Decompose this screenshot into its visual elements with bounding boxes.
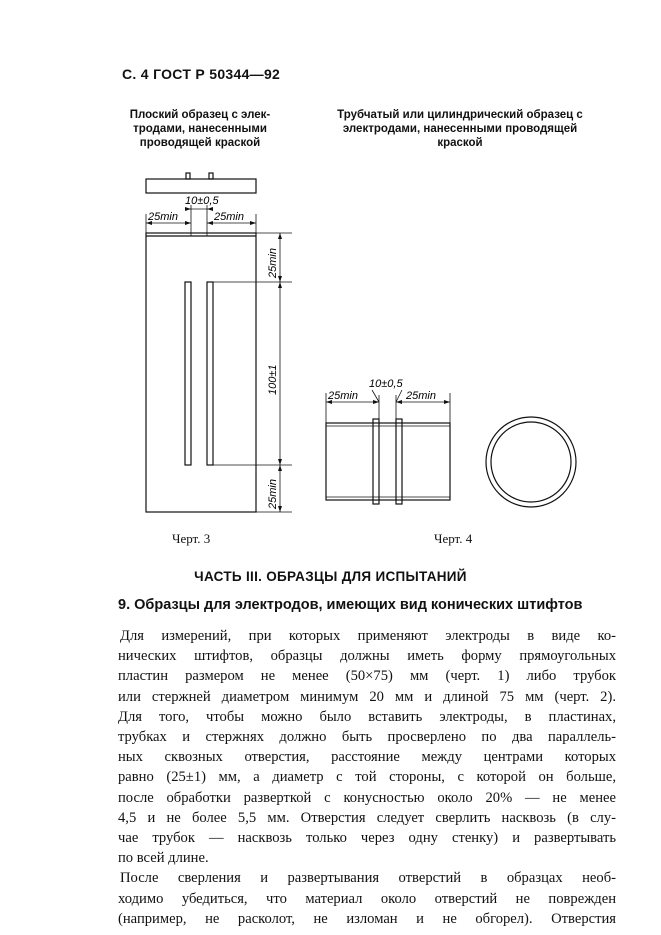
figure3-drawing (146, 173, 292, 512)
fig4-dim-left: 25min (328, 390, 358, 402)
paragraph1-line: трубках и стержнях должно быть просверлено по два параллель- (118, 729, 616, 746)
figure3-caption-line: тродами, нанесенными (133, 123, 267, 135)
fig3-dim-bottom: 25min (267, 479, 279, 509)
page-header: С. 4 ГОСТ Р 50344—92 (122, 66, 281, 82)
figure4-caption-line: краской (437, 137, 483, 149)
fig3-dim-middle: 100±1 (267, 364, 279, 395)
tube-end-outer (486, 417, 576, 507)
fig4-dim-gap: 10±0,5 (369, 378, 403, 390)
paragraph2-line: (например, не расколот, не изломан и не обгорел). Отверстия (118, 910, 616, 927)
paragraph1-line: 4,5 и не более 5,5 мм. Отверстия следует сверлить насквозь (в слу- (118, 809, 616, 826)
paragraph1-line: равно (25±1) мм, а диаметр с той стороны, с которой он больше, (118, 769, 616, 786)
figure4-caption-line: электродами, нанесенными проводящей (342, 123, 578, 135)
figure4-label: Черт. 4 (434, 531, 473, 546)
tube-side-view (326, 423, 450, 500)
part-title: ЧАСТЬ III. ОБРАЗЦЫ ДЛЯ ИСПЫТАНИЙ (194, 569, 467, 584)
plate-front-view (146, 233, 256, 512)
paragraph1-line: ных сквозных отверстия, расстояние между центрами которых (118, 749, 616, 766)
fig3-dim-right: 25min (214, 211, 244, 223)
paragraph1-line: пластин размером не менее (50×75) мм (черт. 1) либо трубок (118, 668, 616, 685)
electrode-strip-right (207, 282, 213, 465)
paragraph1-line: нических штифтов, образцы должны иметь форму прямоугольных (118, 648, 616, 665)
paragraph2-line: После сверления и развертывания отверстий в образцах необ- (120, 870, 616, 887)
electrode-tab-right (209, 173, 213, 179)
plate-top-view (146, 179, 256, 193)
electrode-strip-left (185, 282, 191, 465)
figure4-caption-line: Трубчатый или цилиндрический образец с (337, 109, 583, 121)
paragraph2-line: ходимо убедиться, что материал около отверстий не поврежден (118, 890, 616, 907)
paragraph1-line: Для того, чтобы можно было вставить электроды, в пластинах, (118, 708, 616, 725)
paragraph1-line: после обработки разверткой с конусностью около 20% — не менее (118, 789, 616, 806)
figure3-caption-line: Плоский образец с элек- (129, 109, 271, 121)
figure3-label: Черт. 3 (172, 531, 211, 546)
body-text (118, 626, 616, 929)
section-title: 9. Образцы для электродов, имеющих вид конических штифтов (118, 597, 583, 613)
paragraph1-line: или стержней диаметром минимум 20 мм и длиной 75 мм (черт. 2). (118, 688, 616, 705)
fig4-dim-right: 25min (406, 390, 436, 402)
paragraph1-line: Для измерений, при которых применяют электроды в виде ко- (120, 628, 616, 644)
tube-end-inner (491, 422, 571, 502)
electrode-tab-left (186, 173, 190, 179)
fig3-dim-left: 25min (148, 211, 178, 223)
paragraph1-line: по всей длине. (118, 850, 209, 867)
tube-electrode-right (396, 419, 402, 504)
paragraph1-line: чае трубок — насквозь только через одну стенку) и развертывать (118, 830, 616, 847)
figure4-drawing (326, 390, 576, 507)
fig3-dim-top: 25min (267, 248, 279, 278)
fig3-dim-gap: 10±0,5 (185, 195, 219, 207)
tube-electrode-left (373, 419, 379, 504)
figure3-caption-line: проводящей краской (139, 137, 261, 149)
